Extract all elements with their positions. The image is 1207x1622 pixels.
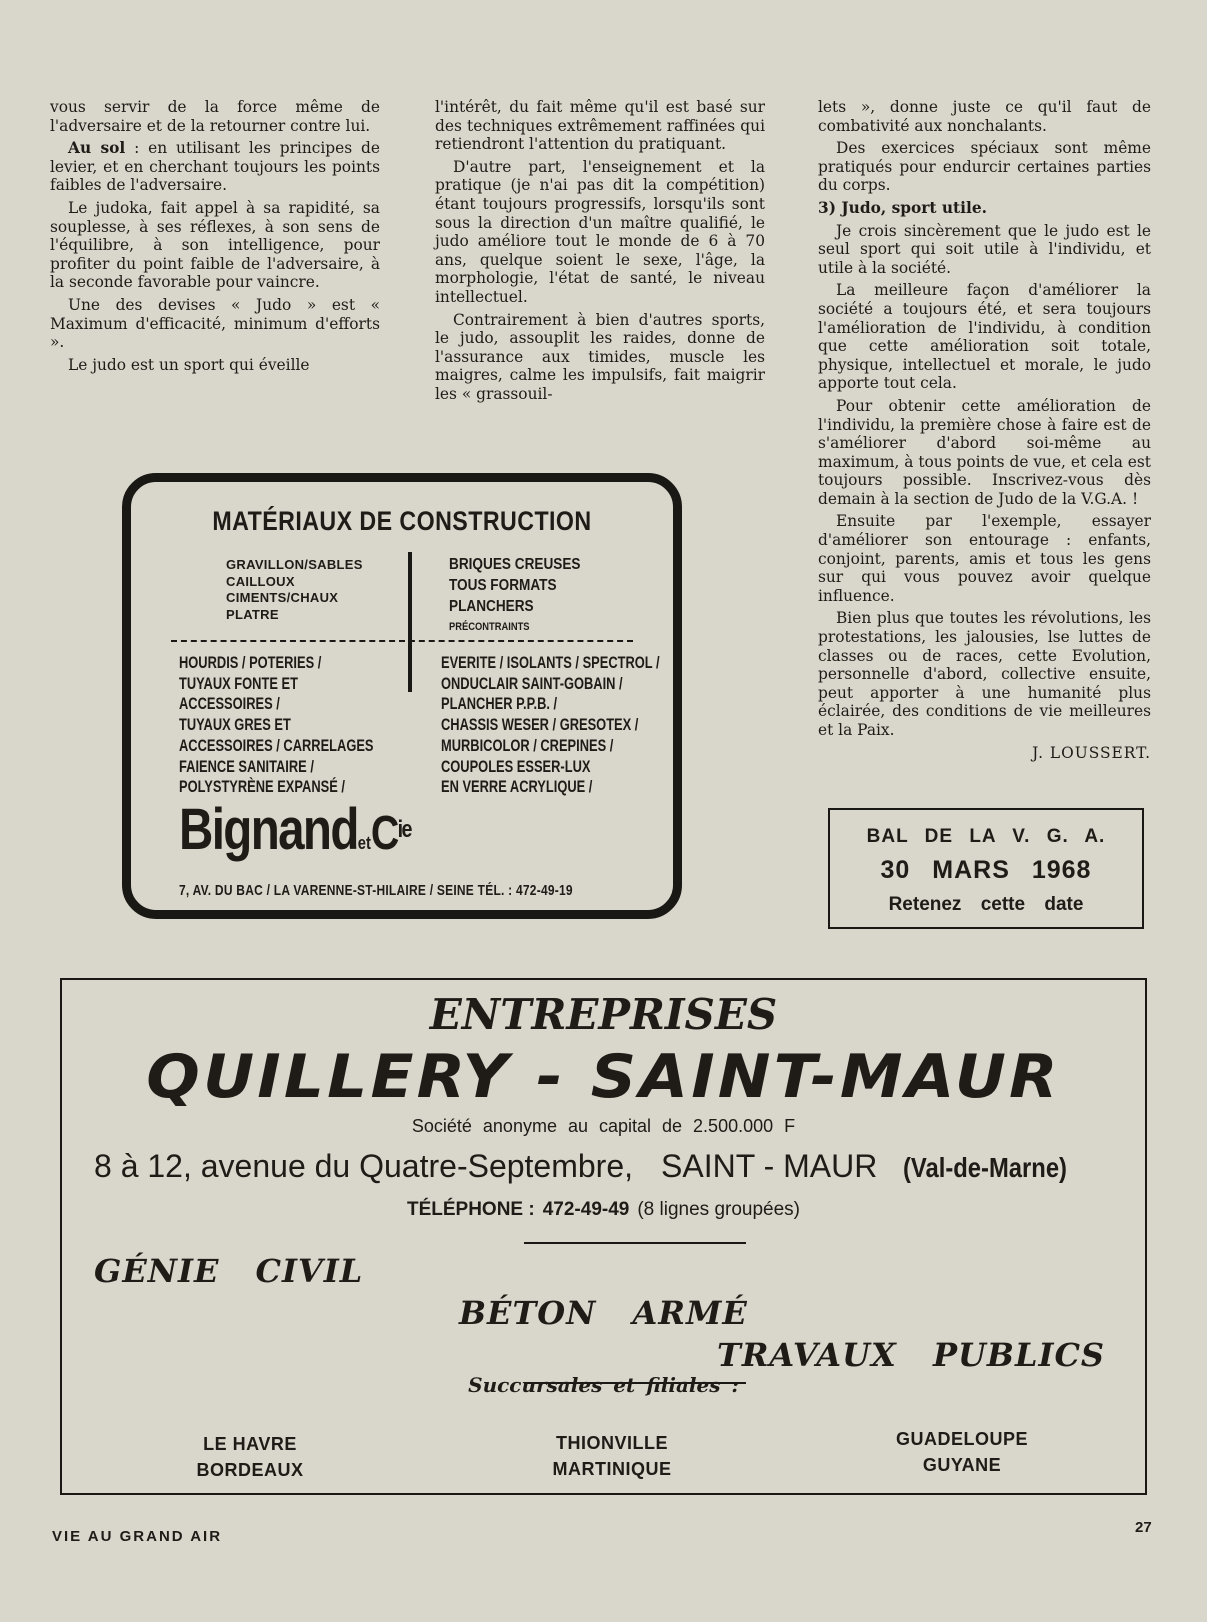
author-signature: J. LOUSSERT. — [1032, 743, 1151, 762]
bal-announcement — [828, 808, 1144, 929]
ad-title: MATÉRIAUX DE CONSTRUCTION — [212, 506, 592, 536]
divider — [408, 552, 412, 692]
paragraph: Contrairement à bien d'autres sports, le judo, assouplit les raides, donne de l'assurance aux timides, muscle les maigres, calme les impulsifs, fait maigrir les « grassouil- — [435, 310, 765, 403]
paragraph: l'intérêt, du fait même qu'il est basé sur des techniques extrêmement raffinées qui retiendront l'attention du pratiquant. — [435, 98, 765, 154]
activity-genie-civil: GÉNIE CIVIL — [94, 1252, 364, 1290]
paragraph: lets », donne juste ce qu'il faut de combativité aux nonchalants. — [818, 98, 1151, 135]
paragraph: Je crois sincèrement que le judo est le seul sport qui soit utile à l'individu, et utile à la société. — [818, 221, 1151, 277]
paragraph: Ensuite par l'exemple, essayer d'améliorer son entourage : enfants, conjoint, parents, amis et tous les gens sur qui vous pouvez avoir quelque influence. — [818, 512, 1151, 605]
company-phone: TÉLÉPHONE : 472-49-49 (8 lignes groupées) — [406, 1199, 800, 1220]
company-capital: Société anonyme au capital de 2.500.000 F — [411, 1116, 796, 1136]
activity-beton-arme: BÉTON ARMÉ — [459, 1294, 748, 1332]
article-column-1 — [50, 98, 380, 378]
article-column-3 — [818, 98, 1151, 766]
event-title: BAL DE LA V. G. A. — [866, 826, 1106, 847]
activity-travaux-publics: TRAVAUX PUBLICS — [717, 1336, 1106, 1374]
event-date: 30 MARS 1968 — [880, 856, 1092, 884]
paragraph: Bien plus que toutes les révolutions, les protestations, les jalousies, lse luttes de classes ou de races, cette Evolution, personnelle d'abord, collective ensuite, peut apporter à une humanité plus éclairée, des conditions de vie meilleures et la Paix. — [818, 609, 1151, 739]
branch-list-middle: THIONVILLE MARTINIQUE — [552, 1433, 672, 1479]
quillery-advertisement — [60, 978, 1147, 1495]
page-number: 27 — [1135, 1519, 1152, 1536]
subheading: Au sol — [68, 139, 126, 158]
paragraph: vous servir de la force même de l'adversaire et de la retourner contre lui. — [50, 98, 380, 135]
ad-heading: ENTREPRISES — [429, 990, 778, 1039]
divider — [524, 1242, 746, 1244]
article-column-2 — [435, 98, 765, 408]
bignand-advertisement — [122, 473, 682, 919]
product-list-top-left: GRAVILLON/SABLES CAILLOUX CIMENTS/CHAUX PLATRE — [226, 557, 363, 622]
divider — [171, 640, 633, 642]
branches-heading: Succursales et filiales : — [468, 1373, 739, 1397]
paragraph: D'autre part, l'enseignement et la pratique (je n'ai pas dit la compétition) étant toujours progressifs, lorsqu'ils sont sous la direction d'un maître qualifié, le judo améliore tout le monde de 6 à 70 ans, quelque soient le sexe, l'âge, la morphologie, l'état de santé, le niveau intellectuel. — [435, 157, 765, 306]
company-address: 8 à 12, avenue du Quatre-Septembre, SAINT - MAUR (Val-de-Marne) — [94, 1148, 1068, 1184]
product-list-bottom-right: EVERITE / ISOLANTS / SPECTROL / ONDUCLAIR SAINT-GOBAIN / PLANCHER P.P.B. / CHASSIS WESER / GRESOTEX / MURBICOLOR / CREPINES / COUPOLES ESSER-LUX EN VERRE ACRYLIQUE / — [441, 654, 660, 797]
paragraph: La meilleure façon d'améliorer la société a toujours été, et sera toujours l'amélioration de l'individu, à condition que cette amélioration soit totale, physique, intellectuel et morale, le judo apporte tout cela. — [818, 281, 1151, 393]
paragraph: Des exercices spéciaux sont même pratiqués pour endurcir certaines parties du corps. — [818, 139, 1151, 195]
magazine-name: VIE AU GRAND AIR — [52, 1528, 223, 1545]
branch-list-left: LE HAVRE BORDEAUX — [196, 1434, 304, 1480]
paragraph: Le judo est un sport qui éveille — [68, 355, 310, 374]
product-list-top-right: BRIQUES CREUSES TOUS FORMATS PLANCHERS PRÉCONTRAINTS — [449, 556, 581, 633]
paragraph: Une des devises « Judo » est « Maximum d'efficacité, minimum d'efforts ». — [50, 295, 380, 352]
event-note: Retenez cette date — [888, 894, 1084, 915]
section-heading: 3) Judo, sport utile. — [818, 198, 987, 217]
paragraph: Pour obtenir cette amélioration de l'individu, la première chose à faire est de s'améliorer d'abord soi-même au maximum, à tous points de vue, et cela est toujours possible. Inscrivez-vous dès demain à la section de Judo de la V.G.A. ! — [818, 396, 1151, 508]
branch-list-right: GUADELOUPE GUYANE — [895, 1429, 1028, 1475]
company-name: QUILLERY - SAINT-MAUR — [146, 1042, 1061, 1112]
brand-logo: BignandetC$^{ie}$ — [179, 797, 411, 862]
company-address: 7, AV. DU BAC / LA VARENNE-ST-HILAIRE / SEINE TÉL. : 472-49-19 — [179, 882, 573, 899]
paragraph: Au sol : en utilisant les principes de levier, et en cherchant toujours les points faibles de l'adversaire. — [50, 139, 380, 195]
paragraph: Le judoka, fait appel à sa rapidité, sa souplesse, à ses réflexes, à son sens de l'équilibre, à son intelligence, pour profiter du point faible de l'adversaire, à la seconde favorable pour vaincre. — [50, 198, 380, 292]
product-list-bottom-left: HOURDIS / POTERIES / TUYAUX FONTE ET ACCESSOIRES / TUYAUX GRES ET ACCESSOIRES / CARRELAGES FAIENCE SANITAIRE / POLYSTYRÈNE EXPANSÉ / — [179, 654, 374, 797]
